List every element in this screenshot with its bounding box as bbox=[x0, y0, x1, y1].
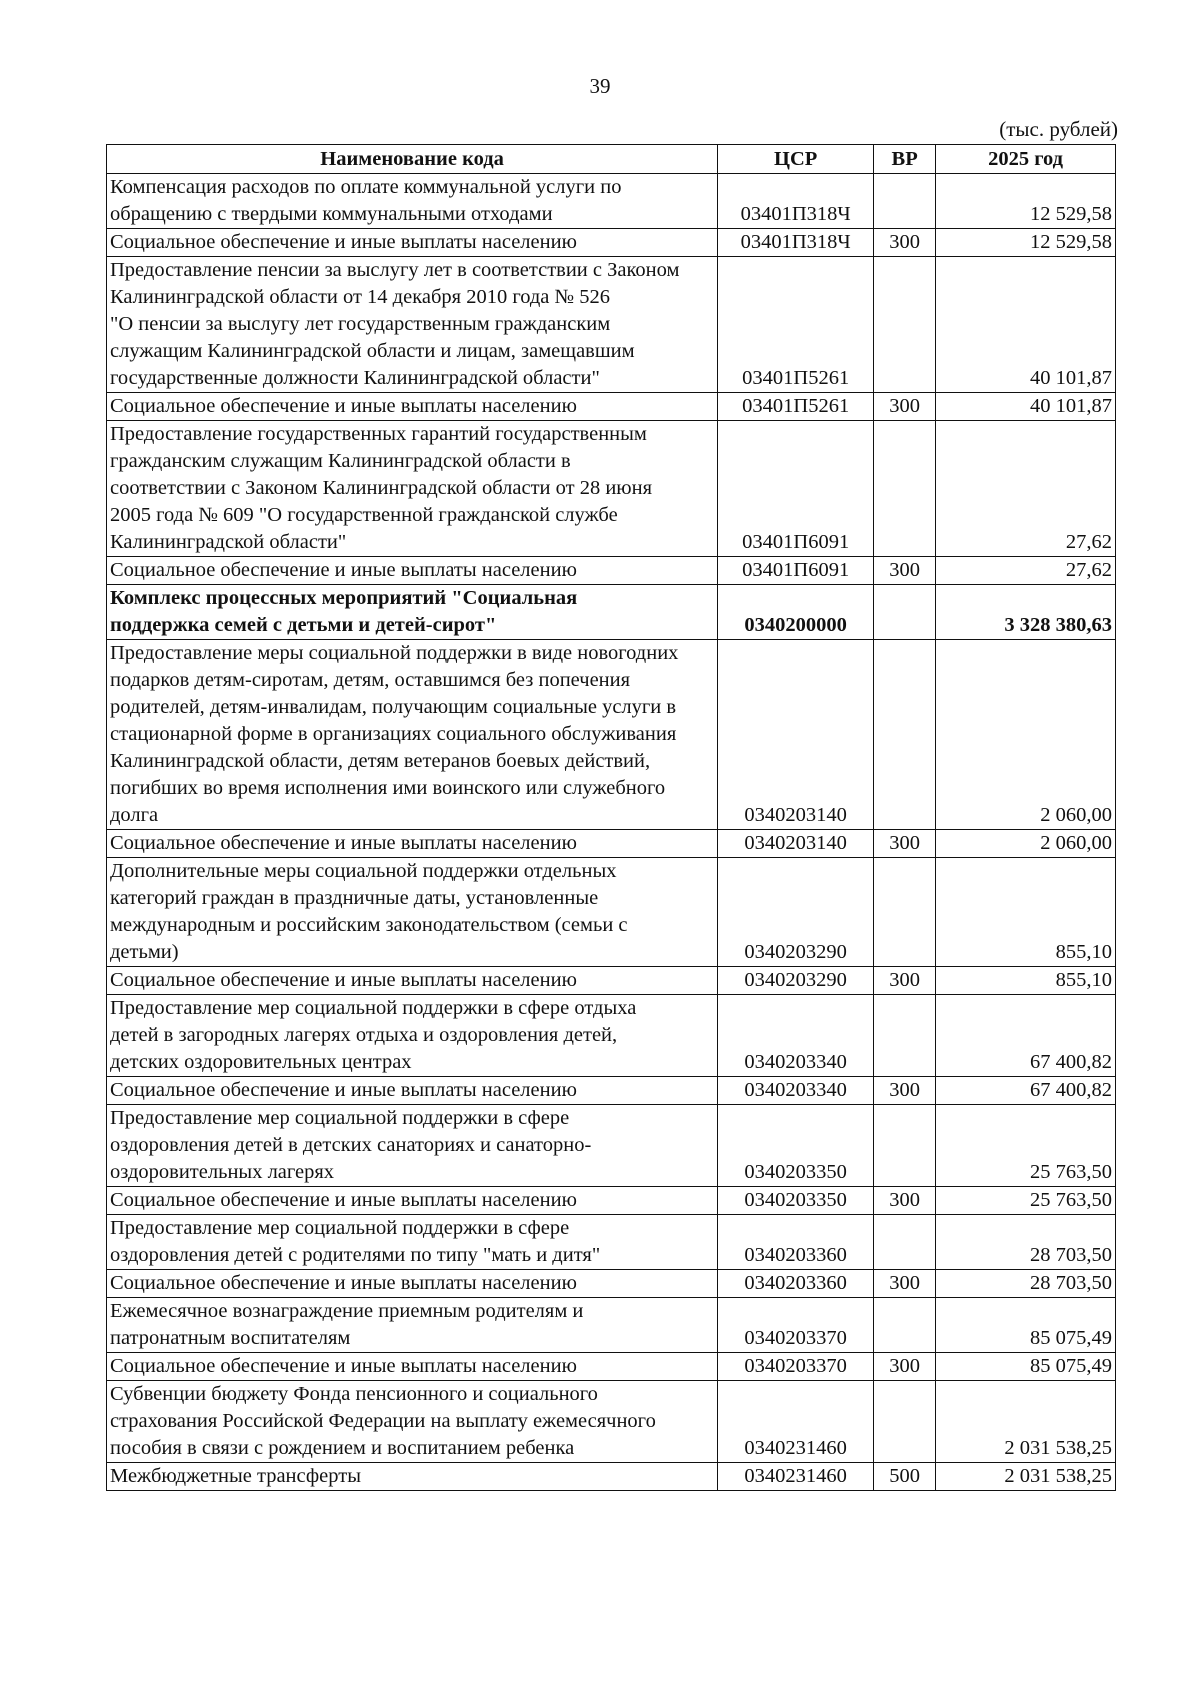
row-name-line: Предоставление пенсии за выслугу лет в соответствии с Законом bbox=[110, 259, 680, 281]
row-csr-cell: 03401П6091 bbox=[718, 421, 874, 557]
row-name-line: пособия в связи с рождением и воспитанием ребенка bbox=[110, 1437, 575, 1459]
table-row bbox=[107, 257, 1116, 393]
row-sum-cell: 2 031 538,25 bbox=[936, 1381, 1116, 1463]
row-name-line: международным и российским законодательством (семьи с bbox=[110, 914, 628, 936]
row-name-line: Социальное обеспечение и иные выплаты населению bbox=[110, 395, 577, 417]
column-header-csr: ЦСР bbox=[718, 145, 874, 174]
row-name-cell bbox=[107, 1298, 718, 1353]
row-sum-cell: 2 060,00 bbox=[936, 830, 1116, 858]
row-name-line: Социальное обеспечение и иные выплаты населению bbox=[110, 1189, 577, 1211]
row-name-line: Социальное обеспечение и иные выплаты населению bbox=[110, 1355, 577, 1377]
row-name-line: родителей, детям-инвалидам, получающим социальные услуги в bbox=[110, 696, 677, 718]
row-csr-cell: 0340203350 bbox=[718, 1187, 874, 1215]
row-name-line: Социальное обеспечение и иные выплаты населению bbox=[110, 231, 577, 253]
row-name-line: погибших во время исполнения ими воинского или служебного bbox=[110, 777, 666, 799]
table-row bbox=[107, 421, 1116, 557]
table-row bbox=[107, 1298, 1116, 1353]
row-vr-cell bbox=[874, 1105, 936, 1187]
row-name-line: Предоставление мер социальной поддержки в сфере bbox=[110, 1107, 570, 1129]
row-name-cell bbox=[107, 1270, 718, 1298]
row-csr-cell: 03401П5261 bbox=[718, 257, 874, 393]
row-name-cell bbox=[107, 174, 718, 229]
table-row bbox=[107, 967, 1116, 995]
row-csr-cell: 0340200000 bbox=[718, 585, 874, 640]
row-csr-cell: 0340203360 bbox=[718, 1270, 874, 1298]
row-name-line: патронатным воспитателям bbox=[110, 1327, 351, 1349]
row-name-line: детей в загородных лагерях отдыха и оздоровления детей, bbox=[110, 1024, 618, 1046]
column-header-vr: ВР bbox=[874, 145, 936, 174]
table-row bbox=[107, 393, 1116, 421]
row-name-cell bbox=[107, 1463, 718, 1491]
table-row bbox=[107, 229, 1116, 257]
row-name-cell bbox=[107, 640, 718, 830]
row-sum-cell: 67 400,82 bbox=[936, 1077, 1116, 1105]
row-name-line: Калининградской области от 14 декабря 2010 года № 526 bbox=[110, 286, 610, 308]
row-csr-cell: 03401П318Ч bbox=[718, 229, 874, 257]
row-vr-cell bbox=[874, 1215, 936, 1270]
row-sum-cell: 12 529,58 bbox=[936, 229, 1116, 257]
row-csr-cell: 0340203370 bbox=[718, 1353, 874, 1381]
page-number: 39 bbox=[589, 74, 611, 98]
table-row bbox=[107, 1105, 1116, 1187]
row-name-line: долга bbox=[110, 804, 159, 826]
row-name-line: Межбюджетные трансферты bbox=[110, 1465, 361, 1487]
row-name-cell bbox=[107, 1077, 718, 1105]
table-row bbox=[107, 1381, 1116, 1463]
row-name-line: страхования Российской Федерации на выплату ежемесячного bbox=[110, 1410, 656, 1432]
row-name-line: Предоставление мер социальной поддержки в сфере bbox=[110, 1217, 570, 1239]
row-csr-cell: 0340203370 bbox=[718, 1298, 874, 1353]
budget-table bbox=[106, 144, 1116, 1491]
row-name-cell bbox=[107, 830, 718, 858]
row-name-line: гражданским служащим Калининградской области в bbox=[110, 450, 571, 472]
row-sum-cell: 3 328 380,63 bbox=[936, 585, 1116, 640]
column-header-sum: 2025 год bbox=[936, 145, 1116, 174]
table-body bbox=[107, 174, 1116, 1491]
row-vr-cell: 300 bbox=[874, 393, 936, 421]
row-sum-cell: 25 763,50 bbox=[936, 1187, 1116, 1215]
row-csr-cell: 0340203290 bbox=[718, 858, 874, 967]
column-header-name: Наименование кода bbox=[107, 145, 718, 174]
row-name-cell bbox=[107, 1187, 718, 1215]
row-name-line: соответствии с Законом Калининградской области от 28 июня bbox=[110, 477, 653, 499]
row-sum-cell: 2 031 538,25 bbox=[936, 1463, 1116, 1491]
row-csr-cell: 0340203340 bbox=[718, 1077, 874, 1105]
row-vr-cell bbox=[874, 174, 936, 229]
row-sum-cell: 40 101,87 bbox=[936, 257, 1116, 393]
row-name-line: детьми) bbox=[110, 941, 179, 963]
table-row bbox=[107, 1353, 1116, 1381]
row-name-line: Компенсация расходов по оплате коммунальной услуги по bbox=[110, 176, 622, 198]
row-name-line: стационарной форме в организациях социального обслуживания bbox=[110, 723, 677, 745]
row-name-line: Социальное обеспечение и иные выплаты населению bbox=[110, 832, 577, 854]
row-name-line: Калининградской области" bbox=[110, 531, 347, 553]
row-name-line: Предоставление мер социальной поддержки в сфере отдыха bbox=[110, 997, 637, 1019]
row-csr-cell: 0340203360 bbox=[718, 1215, 874, 1270]
row-vr-cell bbox=[874, 585, 936, 640]
table-row bbox=[107, 1187, 1116, 1215]
row-name-line: подарков детям-сиротам, детям, оставшимся без попечения bbox=[110, 669, 631, 691]
row-sum-cell: 28 703,50 bbox=[936, 1270, 1116, 1298]
row-name-line: государственные должности Калининградской области" bbox=[110, 367, 600, 389]
row-sum-cell: 67 400,82 bbox=[936, 995, 1116, 1077]
row-csr-cell: 03401П6091 bbox=[718, 557, 874, 585]
row-vr-cell bbox=[874, 858, 936, 967]
row-name-line: Социальное обеспечение и иные выплаты населению bbox=[110, 969, 577, 991]
row-name-line: Предоставление меры социальной поддержки в виде новогодних bbox=[110, 642, 679, 664]
row-name-cell bbox=[107, 1381, 718, 1463]
row-name-cell bbox=[107, 585, 718, 640]
row-sum-cell: 27,62 bbox=[936, 557, 1116, 585]
row-vr-cell: 300 bbox=[874, 229, 936, 257]
row-csr-cell: 0340231460 bbox=[718, 1463, 874, 1491]
row-name-cell bbox=[107, 229, 718, 257]
row-name-line: Социальное обеспечение и иные выплаты населению bbox=[110, 559, 577, 581]
row-sum-cell: 27,62 bbox=[936, 421, 1116, 557]
row-vr-cell bbox=[874, 1298, 936, 1353]
table-row bbox=[107, 1463, 1116, 1491]
row-sum-cell: 2 060,00 bbox=[936, 640, 1116, 830]
row-name-cell bbox=[107, 1105, 718, 1187]
row-name-cell bbox=[107, 858, 718, 967]
row-vr-cell: 300 bbox=[874, 557, 936, 585]
row-name-cell bbox=[107, 967, 718, 995]
row-sum-cell: 25 763,50 bbox=[936, 1105, 1116, 1187]
row-name-cell bbox=[107, 1215, 718, 1270]
row-name-line: Социальное обеспечение и иные выплаты населению bbox=[110, 1079, 577, 1101]
row-sum-cell: 28 703,50 bbox=[936, 1215, 1116, 1270]
table-row bbox=[107, 1077, 1116, 1105]
table-row bbox=[107, 1270, 1116, 1298]
row-csr-cell: 0340203140 bbox=[718, 830, 874, 858]
table-row bbox=[107, 995, 1116, 1077]
table-row bbox=[107, 858, 1116, 967]
row-csr-cell: 0340203140 bbox=[718, 640, 874, 830]
row-vr-cell bbox=[874, 995, 936, 1077]
row-sum-cell: 12 529,58 bbox=[936, 174, 1116, 229]
row-name-cell bbox=[107, 1353, 718, 1381]
table-row bbox=[107, 1215, 1116, 1270]
row-csr-cell: 03401П5261 bbox=[718, 393, 874, 421]
row-sum-cell: 85 075,49 bbox=[936, 1353, 1116, 1381]
row-name-line: Дополнительные меры социальной поддержки отдельных bbox=[110, 860, 617, 882]
row-name-line: поддержка семей с детьми и детей-сирот" bbox=[110, 614, 497, 636]
row-vr-cell: 300 bbox=[874, 1353, 936, 1381]
row-sum-cell: 40 101,87 bbox=[936, 393, 1116, 421]
row-csr-cell: 0340203340 bbox=[718, 995, 874, 1077]
row-sum-cell: 85 075,49 bbox=[936, 1298, 1116, 1353]
row-vr-cell bbox=[874, 421, 936, 557]
table-header-row bbox=[107, 145, 1116, 174]
table-row bbox=[107, 557, 1116, 585]
row-name-line: служащим Калининградской области и лицам, замещавшим bbox=[110, 340, 635, 362]
row-sum-cell: 855,10 bbox=[936, 967, 1116, 995]
row-name-line: 2005 года № 609 "О государственной гражданской службе bbox=[110, 504, 618, 526]
row-name-line: Ежемесячное вознаграждение приемным родителям и bbox=[110, 1300, 584, 1322]
row-name-cell bbox=[107, 557, 718, 585]
row-vr-cell: 300 bbox=[874, 1187, 936, 1215]
row-vr-cell: 300 bbox=[874, 830, 936, 858]
row-name-line: категорий граждан в праздничные даты, установленные bbox=[110, 887, 599, 909]
row-csr-cell: 0340203350 bbox=[718, 1105, 874, 1187]
row-vr-cell bbox=[874, 257, 936, 393]
table-row bbox=[107, 174, 1116, 229]
row-name-line: Калининградской области, детям ветеранов боевых действий, bbox=[110, 750, 651, 772]
row-name-line: оздоровления детей с родителями по типу "мать и дитя" bbox=[110, 1244, 601, 1266]
row-vr-cell: 300 bbox=[874, 967, 936, 995]
row-vr-cell: 300 bbox=[874, 1077, 936, 1105]
row-name-line: оздоровительных лагерях bbox=[110, 1161, 335, 1183]
row-vr-cell: 500 bbox=[874, 1463, 936, 1491]
row-name-cell bbox=[107, 257, 718, 393]
row-vr-cell bbox=[874, 1381, 936, 1463]
row-name-cell bbox=[107, 393, 718, 421]
row-name-cell bbox=[107, 421, 718, 557]
row-name-line: "О пенсии за выслугу лет государственным гражданским bbox=[110, 313, 611, 335]
row-vr-cell: 300 bbox=[874, 1270, 936, 1298]
row-vr-cell bbox=[874, 640, 936, 830]
row-csr-cell: 03401П318Ч bbox=[718, 174, 874, 229]
row-name-line: детских оздоровительных центрах bbox=[110, 1051, 412, 1073]
row-sum-cell: 855,10 bbox=[936, 858, 1116, 967]
row-csr-cell: 0340231460 bbox=[718, 1381, 874, 1463]
table-row bbox=[107, 585, 1116, 640]
row-name-line: Комплекс процессных мероприятий "Социальная bbox=[110, 587, 578, 609]
row-csr-cell: 0340203290 bbox=[718, 967, 874, 995]
row-name-line: обращению с твердыми коммунальными отходами bbox=[110, 203, 553, 225]
row-name-line: Предоставление государственных гарантий государственным bbox=[110, 423, 647, 445]
table-row bbox=[107, 640, 1116, 830]
units-label: (тыс. рублей) bbox=[999, 117, 1118, 141]
table-row bbox=[107, 830, 1116, 858]
row-name-cell bbox=[107, 995, 718, 1077]
row-name-line: оздоровления детей в детских санаториях и санаторно- bbox=[110, 1134, 592, 1156]
row-name-line: Социальное обеспечение и иные выплаты населению bbox=[110, 1272, 577, 1294]
row-name-line: Субвенции бюджету Фонда пенсионного и социального bbox=[110, 1383, 598, 1405]
